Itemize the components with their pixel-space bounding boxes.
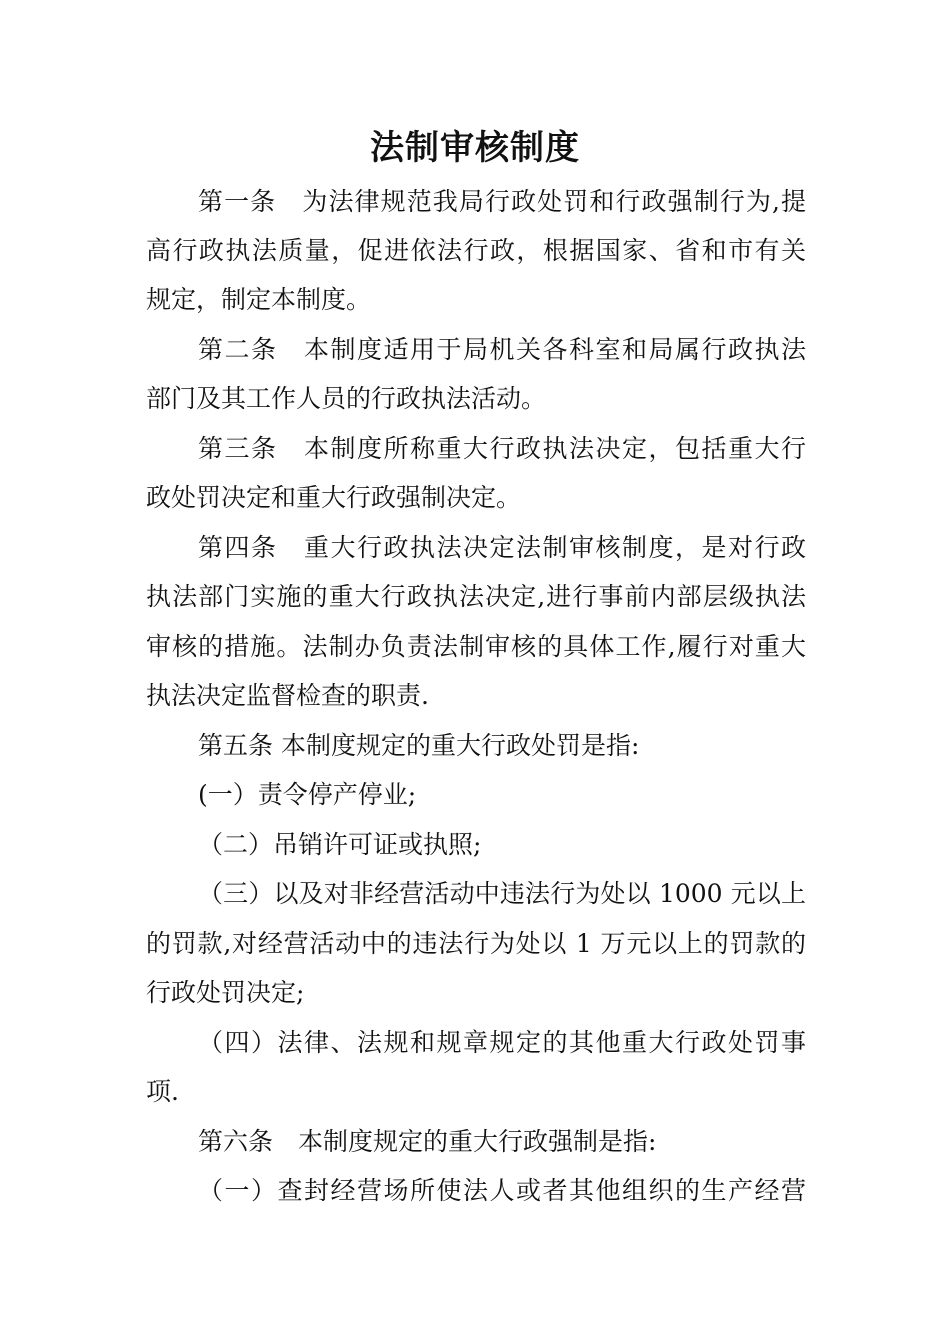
- article-1-line-2: 高行政执法质量，促进依法行政，根据国家、省和市有关: [146, 236, 806, 265]
- article-1-line-3: 规定，制定本制度。: [146, 285, 372, 314]
- article-6-item-1-line-1: （一）查封经营场所使法人或者其他组织的生产经营: [198, 1176, 806, 1205]
- article-5-item-3-line-3: 行政处罚决定;: [146, 978, 305, 1007]
- article-4-line-3: 审核的措施。法制办负责法制审核的具体工作,履行对重大: [146, 632, 806, 661]
- article-5-item-3-line-2: 的罚款,对经营活动中的违法行为处以 1 万元以上的罚款的: [146, 929, 806, 958]
- article-2-line-2: 部门及其工作人员的行政执法活动。: [146, 384, 547, 413]
- article-4-line-4: 执法决定监督检查的职责.: [146, 681, 429, 710]
- article-4-line-2: 执法部门实施的重大行政执法决定,进行事前内部层级执法: [146, 582, 806, 611]
- article-5-item-2: （二）吊销许可证或执照;: [198, 830, 482, 859]
- article-5-item-4-line-2: 项.: [146, 1077, 179, 1106]
- article-3-line-2: 政处罚决定和重大行政强制决定。: [146, 483, 522, 512]
- article-5-line-1: 第五条 本制度规定的重大行政处罚是指:: [198, 731, 640, 760]
- article-2-line-1: 第二条 本制度适用于局机关各科室和局属行政执法: [198, 335, 806, 364]
- article-1-line-1: 第一条 为法律规范我局行政处罚和行政强制行为,提: [198, 187, 806, 216]
- article-5-item-3-line-1: （三）以及对非经营活动中违法行为处以 1000 元以上: [198, 879, 806, 908]
- document-title: 法制审核制度: [370, 128, 580, 168]
- article-4-line-1: 第四条 重大行政执法决定法制审核制度，是对行政: [198, 533, 806, 562]
- article-5-item-4-line-1: （四）法律、法规和规章规定的其他重大行政处罚事: [198, 1028, 806, 1057]
- article-3-line-1: 第三条 本制度所称重大行政执法决定，包括重大行: [198, 434, 806, 463]
- article-5-item-1: (一）责令停产停业;: [198, 780, 417, 809]
- article-6-line-1: 第六条 本制度规定的重大行政强制是指:: [198, 1127, 657, 1156]
